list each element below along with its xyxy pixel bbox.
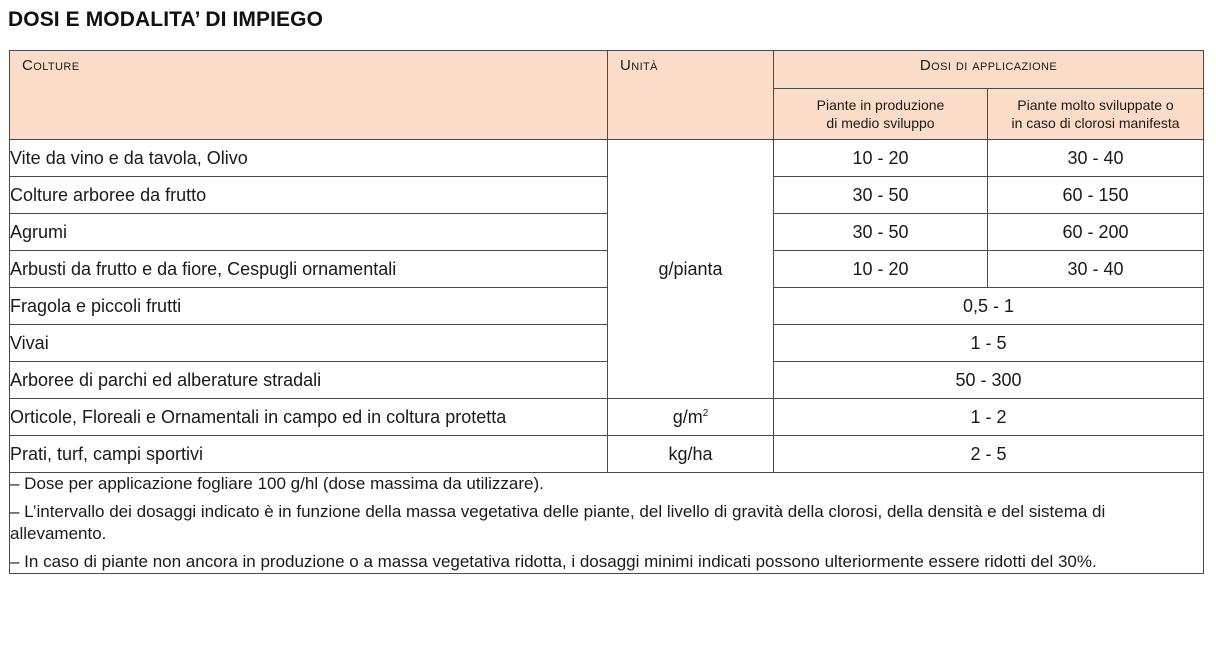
crop-cell: Arbusti da frutto e da fiore, Cespugli ornamentali bbox=[10, 251, 608, 288]
note-item: – In caso di piante non ancora in produzione o a massa vegetativa ridotta, i dosaggi minimi indicati possono ulteriormente essere ridotti del 30%. bbox=[10, 552, 1097, 571]
note-item: – Dose per applicazione fogliare 100 g/hl (dose massima da utilizzare). bbox=[10, 474, 544, 493]
header-sub1-line1: Piante in produzione bbox=[816, 97, 945, 113]
table-row bbox=[10, 436, 1204, 473]
note-item: – L’intervallo dei dosaggi indicato è in funzione della massa vegetativa delle piante, del livello di gravità della clorosi, della densità e del sistema di allevamento. bbox=[10, 502, 1106, 543]
header-colture: Colture bbox=[10, 51, 608, 140]
dose-merged-cell: 50 - 300 bbox=[774, 362, 1204, 399]
dose-high-cell: 60 - 150 bbox=[988, 177, 1204, 214]
crop-cell: Vite da vino e da tavola, Olivo bbox=[10, 140, 608, 177]
header-piante-produzione bbox=[774, 89, 988, 140]
header-sub1-line2: di medio sviluppo bbox=[826, 115, 935, 131]
table-row bbox=[10, 362, 1204, 399]
table-row bbox=[10, 214, 1204, 251]
crop-cell: Colture arboree da frutto bbox=[10, 177, 608, 214]
unit-cell: kg/ha bbox=[608, 436, 774, 473]
unit-group-cell: g/pianta bbox=[608, 140, 774, 399]
crop-cell: Fragola e piccoli frutti bbox=[10, 288, 608, 325]
crop-cell: Prati, turf, campi sportivi bbox=[10, 436, 608, 473]
crop-cell: Agrumi bbox=[10, 214, 608, 251]
crop-cell: Arboree di parchi ed alberature stradali bbox=[10, 362, 608, 399]
header-unita: Unità bbox=[608, 51, 774, 140]
table-row bbox=[10, 288, 1204, 325]
dose-medium-cell: 30 - 50 bbox=[774, 214, 988, 251]
dose-high-cell: 30 - 40 bbox=[988, 140, 1204, 177]
page-title: DOSI E MODALITA’ DI IMPIEGO bbox=[8, 8, 324, 31]
dose-merged-cell: 1 - 5 bbox=[774, 325, 1204, 362]
header-sub2-line2: in caso di clorosi manifesta bbox=[1011, 115, 1180, 131]
table-header bbox=[10, 51, 1204, 140]
dose-merged-cell: 0,5 - 1 bbox=[774, 288, 1204, 325]
table-row bbox=[10, 399, 1204, 436]
notes-row bbox=[10, 473, 1204, 574]
dose-medium-cell: 10 - 20 bbox=[774, 251, 988, 288]
dose-merged-cell: 2 - 5 bbox=[774, 436, 1204, 473]
dose-high-cell: 60 - 200 bbox=[988, 214, 1204, 251]
header-piante-sviluppate bbox=[988, 89, 1204, 140]
table-row bbox=[10, 140, 1204, 177]
table-row bbox=[10, 251, 1204, 288]
unit-exponent: 2 bbox=[702, 407, 709, 419]
header-sub2-line1: Piante molto sviluppate o bbox=[1017, 97, 1174, 113]
dosage-table bbox=[9, 50, 1204, 574]
dose-medium-cell: 10 - 20 bbox=[774, 140, 988, 177]
crop-cell: Vivai bbox=[10, 325, 608, 362]
dose-medium-cell: 30 - 50 bbox=[774, 177, 988, 214]
table-row bbox=[10, 177, 1204, 214]
notes-cell bbox=[10, 473, 1204, 574]
unit-base: g/m bbox=[672, 406, 703, 427]
crop-cell: Orticole, Floreali e Ornamentali in campo ed in coltura protetta bbox=[10, 399, 608, 436]
dose-high-cell: 30 - 40 bbox=[988, 251, 1204, 288]
dose-merged-cell: 1 - 2 bbox=[774, 399, 1204, 436]
table-row bbox=[10, 325, 1204, 362]
unit-cell bbox=[608, 399, 774, 436]
header-dosi: Dosi di applicazione bbox=[774, 51, 1204, 89]
